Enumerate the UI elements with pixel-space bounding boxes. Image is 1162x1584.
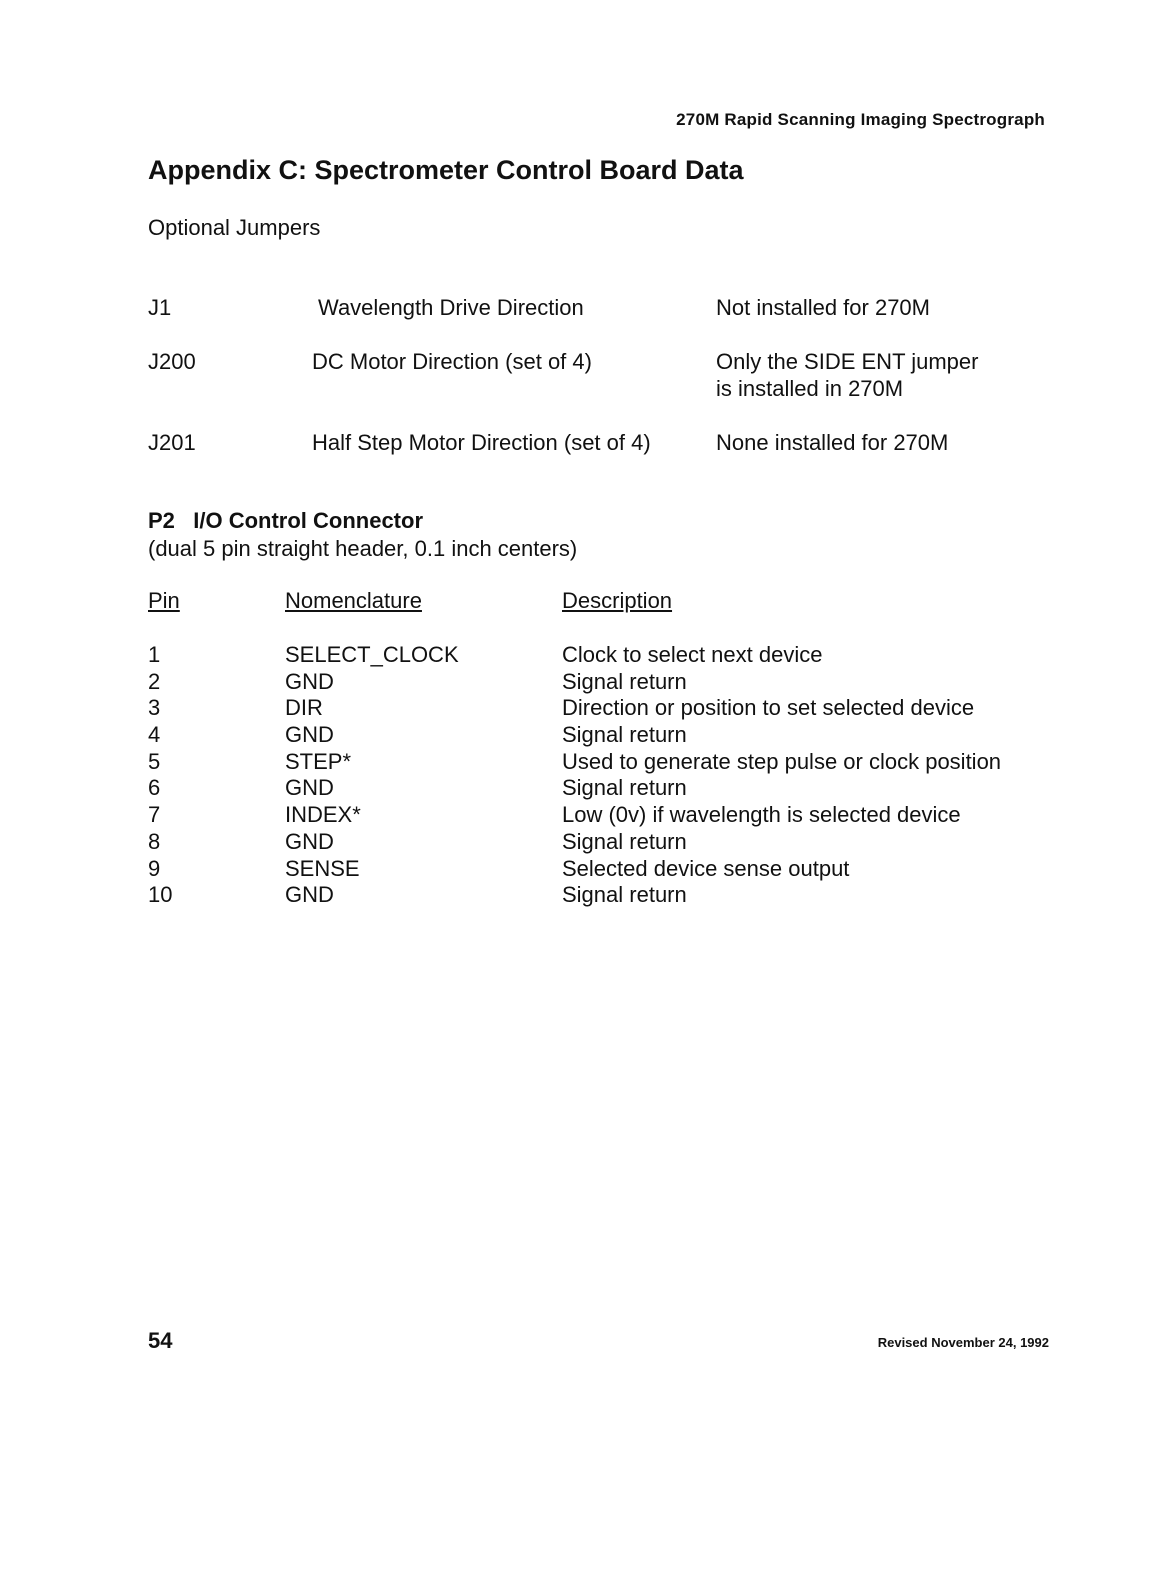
jumper-id: J200 (148, 349, 196, 374)
pin-nomenclature: STEP* (285, 748, 352, 774)
revision-date: Revised November 24, 1992 (877, 1335, 1049, 1350)
table-row (148, 642, 1068, 669)
table-row (148, 856, 1068, 883)
pin-description: Low (0v) if wavelength is selected device (562, 802, 961, 828)
jumper-note: Only the SIDE ENT jumper (716, 349, 979, 374)
jumper-function: Wavelength Drive Direction (318, 295, 584, 320)
pin-number: 9 (148, 855, 161, 881)
table-row (148, 722, 1068, 749)
jumper-row-j200 (148, 349, 1068, 401)
running-header: 270M Rapid Scanning Imaging Spectrograph (676, 110, 1045, 129)
connector-title: P2 I/O Control Connector (148, 508, 424, 533)
pin-number: 8 (148, 828, 161, 854)
pin-number: 2 (148, 668, 161, 694)
pin-nomenclature: GND (285, 775, 334, 801)
pin-number: 1 (148, 642, 161, 667)
jumper-id: J1 (148, 295, 172, 320)
pin-nomenclature: GND (285, 668, 334, 694)
pin-nomenclature: GND (285, 722, 334, 748)
pin-description: Signal return (562, 668, 687, 694)
jumper-function: DC Motor Direction (set of 4) (312, 349, 592, 374)
page-number: 54 (148, 1328, 173, 1353)
pin-number: 10 (148, 882, 173, 908)
pin-nomenclature: SELECT_CLOCK (285, 642, 459, 667)
table-row (148, 802, 1068, 829)
pin-number: 5 (148, 748, 161, 774)
pin-nomenclature: DIR (285, 695, 323, 721)
pin-nomenclature: INDEX* (285, 802, 361, 828)
pin-number: 6 (148, 775, 161, 801)
table-row (148, 829, 1068, 856)
pin-description: Signal return (562, 722, 687, 748)
table-row (148, 882, 1068, 909)
column-header-description: Description (562, 588, 673, 613)
column-header-nomenclature: Nomenclature (285, 588, 422, 613)
pin-description: Signal return (562, 775, 687, 801)
column-header-pin: Pin (148, 588, 180, 613)
pin-nomenclature: GND (285, 882, 334, 908)
jumpers-table (148, 290, 1068, 455)
jumper-row-j1 (148, 295, 1068, 320)
pin-table-header (148, 588, 1068, 642)
pin-description: Clock to select next device (562, 642, 823, 667)
jumper-note: Not installed for 270M (716, 295, 930, 320)
pin-description: Selected device sense output (562, 855, 850, 881)
pin-nomenclature: SENSE (285, 855, 360, 881)
pin-number: 4 (148, 722, 161, 748)
pin-table-body (148, 642, 1068, 909)
jumper-function: Half Step Motor Direction (set of 4) (312, 430, 651, 455)
jumper-row-j201 (148, 430, 1068, 455)
pin-number: 3 (148, 695, 161, 721)
section-subtitle-optional-jumpers: Optional Jumpers (148, 215, 321, 240)
pin-description: Used to generate step pulse or clock position (562, 748, 1002, 774)
pin-description: Signal return (562, 828, 687, 854)
pin-nomenclature: GND (285, 828, 334, 854)
table-row (148, 749, 1068, 776)
table-row (148, 695, 1068, 722)
connector-subtitle: (dual 5 pin straight header, 0.1 inch centers) (148, 536, 578, 561)
jumper-note: None installed for 270M (716, 430, 949, 455)
pin-description: Signal return (562, 882, 687, 908)
table-row (148, 669, 1068, 696)
table-row (148, 775, 1068, 802)
pin-number: 7 (148, 802, 161, 828)
page-title: Appendix C: Spectrometer Control Board Data (148, 155, 744, 185)
pin-description: Direction or position to set selected device (562, 695, 975, 721)
jumper-id: J201 (148, 430, 196, 455)
pin-table (148, 588, 1068, 909)
jumper-note-line-2: is installed in 270M (716, 376, 904, 401)
